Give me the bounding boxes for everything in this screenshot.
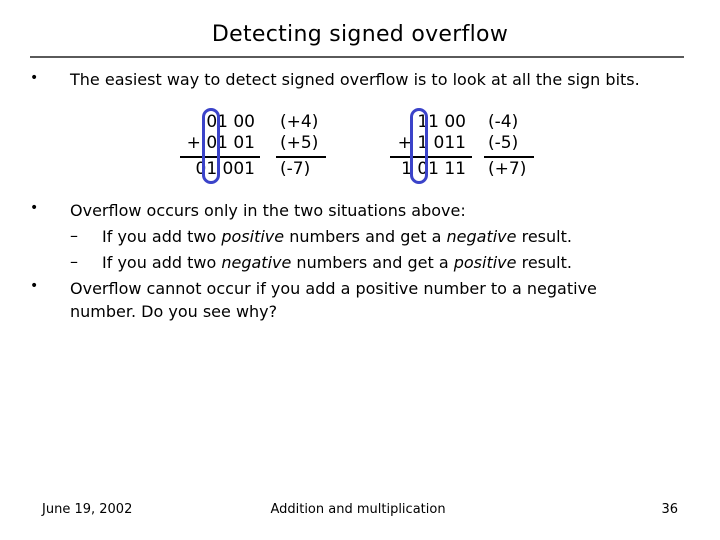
bullet-text-no-overflow-line-2: number. Do you see why? — [70, 302, 278, 321]
example-right-value-rule — [484, 156, 534, 158]
bullet-text-sign-bits: The easiest way to detect signed overflow is to look at all the sign bits. — [70, 70, 640, 89]
example-left-row-1: 01 00 — [206, 112, 255, 132]
footer-course: Addition and multiplication — [270, 502, 446, 517]
sub2-pre: If you add two — [102, 253, 222, 272]
example-right-sum-rule — [390, 156, 472, 158]
example-left-row-2: + 01 01 — [186, 133, 255, 153]
sub-bullet-negative-case — [102, 253, 572, 272]
sub2-em2: positive — [453, 253, 517, 272]
sub2-em1: negative — [221, 253, 292, 272]
bullet-text-no-overflow-line-1: Overflow cannot occur if you add a positive number to a negative — [70, 279, 597, 298]
sub1-pre: If you add two — [102, 227, 222, 246]
sign-bit-highlight-left — [202, 108, 220, 184]
bullet-marker: • — [30, 70, 39, 86]
sub-bullet-dash: – — [70, 226, 78, 245]
example-left-value-2: (+5) — [280, 133, 319, 153]
slide-title: Detecting signed overflow — [211, 22, 509, 47]
sign-bit-highlight-right — [410, 108, 428, 184]
example-left — [160, 108, 340, 188]
example-left-value-1: (+4) — [280, 112, 319, 132]
example-left-result: 01 001 — [195, 159, 255, 179]
footer-page-number: 36 — [661, 502, 678, 517]
sub-bullet-positive-case — [102, 227, 572, 246]
sub2-mid: numbers and get a — [291, 253, 454, 272]
example-left-value-rule — [276, 156, 326, 158]
footer-date: June 19, 2002 — [42, 502, 133, 517]
bullet-marker: • — [30, 200, 39, 216]
sub1-em2: negative — [446, 227, 517, 246]
example-right-value-1: (-4) — [488, 112, 519, 132]
bullet-text-overflow-situations: Overflow occurs only in the two situations above: — [70, 201, 466, 220]
sub-bullet-dash: – — [70, 252, 78, 271]
sub1-mid: numbers and get a — [284, 227, 447, 246]
sub2-post: result. — [516, 253, 572, 272]
example-right-row-1: 11 00 — [417, 112, 466, 132]
example-left-sum-rule — [180, 156, 260, 158]
example-right-row-2: + 1 011 — [397, 133, 466, 153]
sub1-post: result. — [516, 227, 572, 246]
title-divider — [30, 56, 684, 58]
example-right-value-result: (+7) — [488, 159, 527, 179]
example-right-result: 1 01 11 — [401, 159, 466, 179]
example-right — [370, 108, 550, 188]
example-right-value-2: (-5) — [488, 133, 519, 153]
example-left-value-result: (-7) — [280, 159, 311, 179]
bullet-marker: • — [30, 278, 39, 294]
sub1-em1: positive — [221, 227, 285, 246]
